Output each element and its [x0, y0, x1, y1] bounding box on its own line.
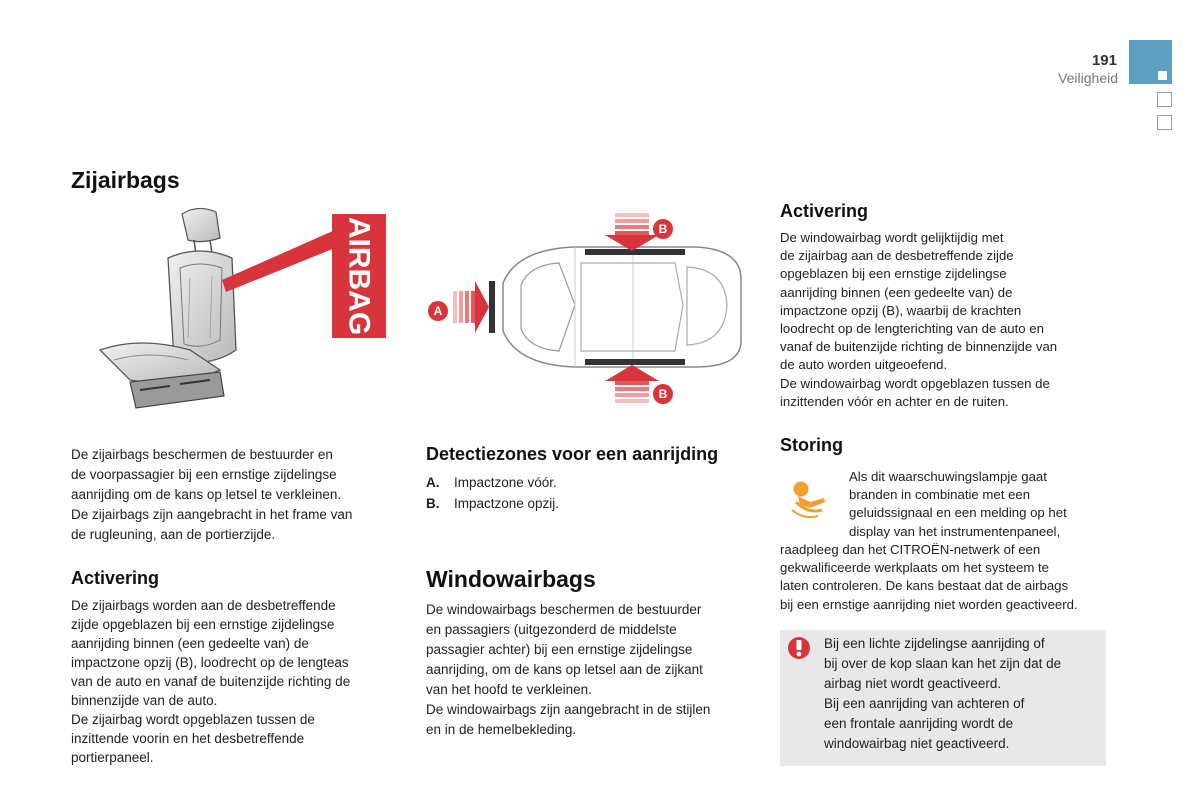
intro-paragraph: De zijairbags beschermen de bestuurder en de voorpassagier bij een ernstige zijdelingse aanrijding om de kans op letsel te verkleinen. De zijairbags zijn aangebracht in het frame van de rugleuning, aan de portierzijde.: [71, 447, 353, 542]
impact-zones-diagram: [425, 205, 755, 415]
page-title: Zijairbags: [71, 167, 180, 193]
storing-paragraph-main: raadpleeg dan het CITROËN-netwerk of een gekwalificeerde werkplaats om het systeem te laten controleren. De kans bestaat dat de airbags bij een ernstige aanrijding niet worden geactiveerd.: [780, 542, 1078, 612]
zone-list: [426, 472, 746, 514]
list-item: [426, 493, 746, 514]
warning-exclamation-icon: [787, 636, 811, 660]
impact-arrow-top: [605, 213, 659, 251]
windowairbags-title: Windowairbags: [426, 566, 596, 592]
impact-arrow-front: [453, 281, 489, 333]
activering-window-heading: Activering: [780, 201, 869, 221]
detectie-heading: Detectiezones voor een aanrijding: [426, 444, 719, 464]
activering-window-paragraph: De windowairbag wordt gelijktijdig met de zijairbag aan de desbetreffende zijde opgeblazen bij een ernstige zijdelingse aanrijding binnen (een gedeelte van) de impactzone opzij (B), waarbij de krachten loodrecht op de lengterichting van de auto en vanaf de buitenzijde richting de binnenzijde van de auto worden uitgeoefend. De windowairbag wordt opgeblazen tussen de inzittenden vóór en achter en de ruiten.: [780, 230, 1058, 409]
zone-a-marker: A: [433, 304, 443, 318]
section-tab-box: [1157, 92, 1172, 107]
zone-b-marker-bottom: B: [658, 387, 668, 401]
zone-b-marker-top: B: [658, 222, 668, 236]
list-item-letter: A.: [426, 475, 440, 490]
list-item-text: Impactzone vóór.: [454, 475, 557, 490]
seat-airbag-illustration: [70, 200, 400, 430]
windowairbags-paragraph: De windowairbags beschermen de bestuurder en passagiers (uitgezonderd de middelste passagier achter) bij een ernstige zijdelingse aanrijding, om de kans op letsel aan de zijkant van het hoofd te verkleinen. De windowairbags zijn aangebracht in de stijlen en in de hemelbekleding.: [426, 602, 711, 737]
activering-heading: Activering: [71, 568, 160, 588]
section-tab-box: [1157, 115, 1172, 130]
section-tab-dot: [1158, 71, 1167, 80]
storing-heading: Storing: [780, 435, 843, 455]
list-item: [426, 472, 746, 493]
page-number: 191: [1091, 52, 1117, 69]
airbag-warning-lamp-icon: [788, 480, 830, 520]
warning-text: Bij een lichte zijdelingse aanrijding of bij over de kop slaan kan het zijn dat de airbag niet wordt geactiveerd. Bij een aanrijding van achteren of een frontale aanrijding wordt de windowairbag niet geactiveerd.: [824, 636, 1062, 751]
list-item-text: Impactzone opzij.: [454, 496, 560, 511]
impact-arrow-bottom: [605, 365, 659, 403]
storing-paragraph-intro: Als dit waarschuwingslampje gaat branden in combinatie met een geluidssignaal en een melding op het display van het instrumentenpaneel,: [849, 469, 1067, 539]
activering-paragraph: De zijairbags worden aan de desbetreffende zijde opgeblazen bij een ernstige zijdelingse aanrijding binnen (een gedeelte van) de impactzone opzij (B), loodrecht op de lengteas van de auto en vanaf de buitenzijde richting de binnenzijde van de auto. De zijairbag wordt opgeblazen tussen de inzittende voorin en het desbetreffende portierpaneel.: [71, 598, 351, 765]
airbag-label: AIRBAG: [342, 216, 376, 336]
section-name: Veiligheid: [1058, 70, 1118, 86]
list-item-letter: B.: [426, 496, 440, 511]
